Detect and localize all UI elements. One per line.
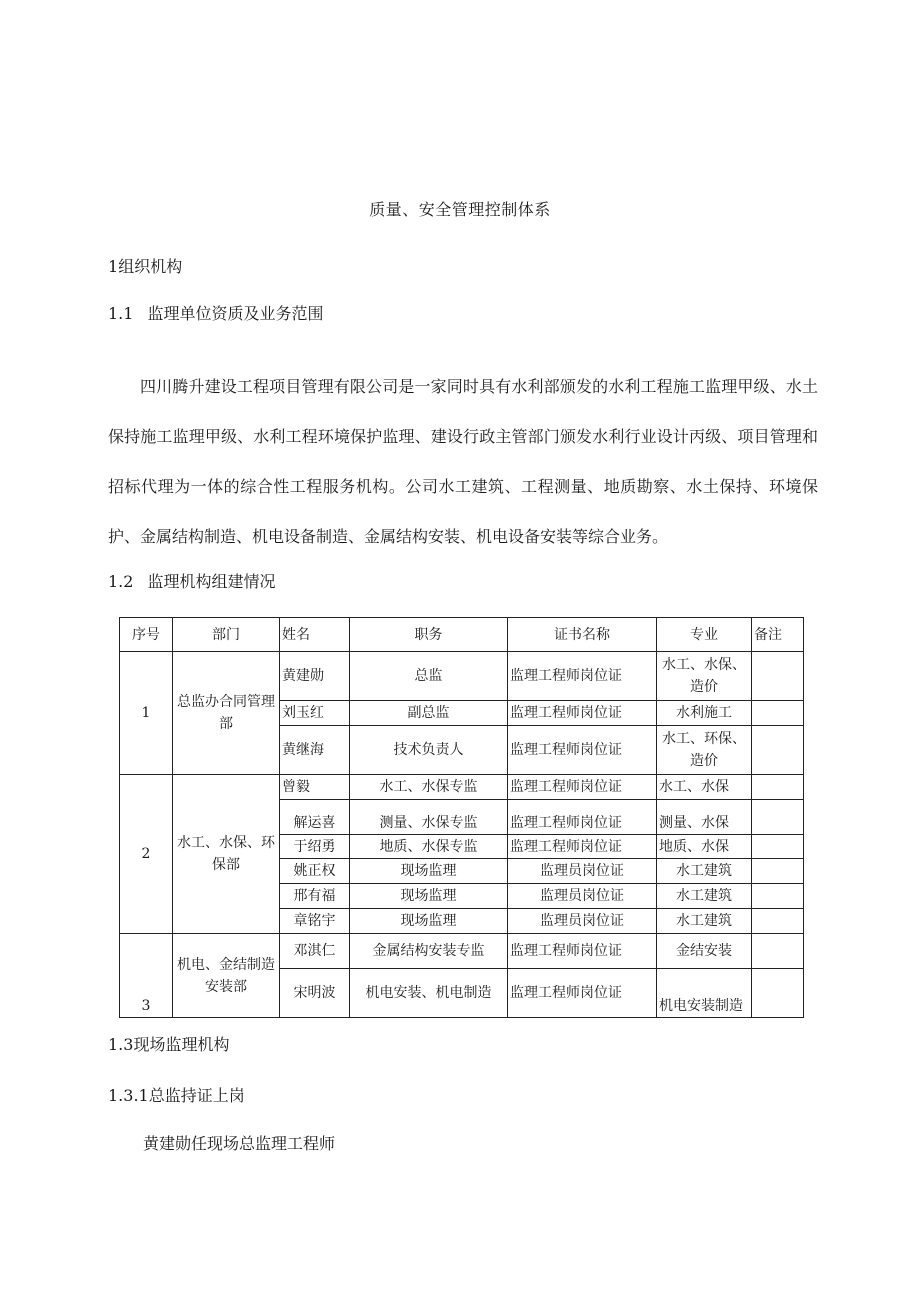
note-cell [752,775,804,800]
department-cell: 总监办合同管理部 [173,652,280,775]
section-heading-1-1 [108,301,323,324]
major-cell: 水工建筑 [657,859,752,884]
section-number: 1.1 [108,304,134,323]
major-cell: 水工建筑 [657,909,752,934]
section-label: 总监持证上岗 [148,1086,245,1105]
major-cell: 测量、水保 [657,800,752,835]
page-title: 质量、安全管理控制体系 [369,200,551,219]
note-cell [752,884,804,909]
staff-table [119,617,804,1018]
name-cell: 解运喜 [280,800,350,835]
section-heading-1-3 [108,1032,229,1055]
group-number-cell: 3 [120,934,173,1018]
note-cell [752,652,804,701]
section-heading-1 [108,254,182,277]
name-cell: 章铭宇 [280,909,350,934]
role-cell: 副总监 [350,701,508,726]
role-cell: 现场监理 [350,909,508,934]
role-cell: 现场监理 [350,884,508,909]
cert-cell: 监理员岗位证 [508,909,657,934]
table-row [120,652,804,701]
section-label: 监理机构组建情况 [147,572,276,591]
name-cell: 宋明波 [280,969,350,1018]
note-cell [752,726,804,775]
intro-paragraph: 四川腾升建设工程项目管理有限公司是一家同时具有水利部颁发的水利工程施工监理甲级、水土保持施工监理甲级、水利工程环境保护监理、建设行政主管部门颁发水利行业设计丙级、项目管理和招标代理为一体的综合性工程服务机构。公司水工建筑、工程测量、地质勘察、水土保持、环境保护、金属结构制造、机电设备制造、金属结构安装、机电设备安装等综合业务。 [108,377,818,546]
name-cell: 邓淇仁 [280,934,350,969]
closing-text: 黄建勋任现场总监理工程师 [143,1134,336,1153]
table-header-row [120,618,804,652]
name-cell: 黄继海 [280,726,350,775]
note-cell [752,969,804,1018]
cert-cell: 监理工程师岗位证 [508,969,657,1018]
role-cell: 总监 [350,652,508,701]
major-cell: 水工、水保、造价 [657,652,752,701]
header-cell: 专业 [657,618,752,652]
table-row [120,775,804,800]
name-cell: 姚正权 [280,859,350,884]
name-cell: 曾毅 [280,775,350,800]
major-cell: 水工、水保 [657,775,752,800]
note-cell [752,934,804,969]
group-number-cell: 2 [120,775,173,934]
cert-cell: 监理工程师岗位证 [508,652,657,701]
cert-cell: 监理员岗位证 [508,884,657,909]
section-number: 1 [108,257,119,276]
role-cell: 地质、水保专监 [350,835,508,859]
name-cell: 于绍勇 [280,835,350,859]
section-label: 现场监理机构 [133,1035,230,1054]
cert-cell: 监理工程师岗位证 [508,701,657,726]
header-cell: 证书名称 [508,618,657,652]
header-cell: 姓名 [280,618,350,652]
note-cell [752,835,804,859]
role-cell: 现场监理 [350,859,508,884]
role-cell: 测量、水保专监 [350,800,508,835]
name-cell: 邢有福 [280,884,350,909]
name-cell: 黄建勋 [280,652,350,701]
section-label: 组织机构 [118,257,183,276]
note-cell [752,701,804,726]
section-label: 监理单位资质及业务范围 [147,304,324,323]
section-number: 1.3 [108,1035,134,1054]
cert-cell: 监理工程师岗位证 [508,835,657,859]
cert-cell: 监理工程师岗位证 [508,934,657,969]
section-heading-1-2 [108,569,275,592]
major-cell: 金结安装 [657,934,752,969]
department-cell: 水工、水保、环保部 [173,775,280,934]
cert-cell: 监理员岗位证 [508,859,657,884]
department-cell: 机电、金结制造安装部 [173,934,280,1018]
role-cell: 技术负责人 [350,726,508,775]
note-cell [752,859,804,884]
section-number: 1.2 [108,572,134,591]
header-cell: 序号 [120,618,173,652]
major-cell: 水利施工 [657,701,752,726]
role-cell: 水工、水保专监 [350,775,508,800]
role-cell: 金属结构安装专监 [350,934,508,969]
role-cell: 机电安装、机电制造 [350,969,508,1018]
note-cell [752,909,804,934]
name-cell: 刘玉红 [280,701,350,726]
cert-cell: 监理工程师岗位证 [508,726,657,775]
section-number: 1.3.1 [108,1086,149,1105]
header-cell: 职务 [350,618,508,652]
group-number-cell: 1 [120,652,173,775]
major-cell: 水工、环保、造价 [657,726,752,775]
header-cell: 备注 [752,618,804,652]
cert-cell: 监理工程师岗位证 [508,775,657,800]
major-cell: 水工建筑 [657,884,752,909]
header-cell: 部门 [173,618,280,652]
section-heading-1-3-1 [108,1083,245,1106]
major-cell: 地质、水保 [657,835,752,859]
note-cell [752,800,804,835]
table-row [120,934,804,969]
cert-cell: 监理工程师岗位证 [508,800,657,835]
major-cell: 机电安装制造 [657,969,752,1018]
